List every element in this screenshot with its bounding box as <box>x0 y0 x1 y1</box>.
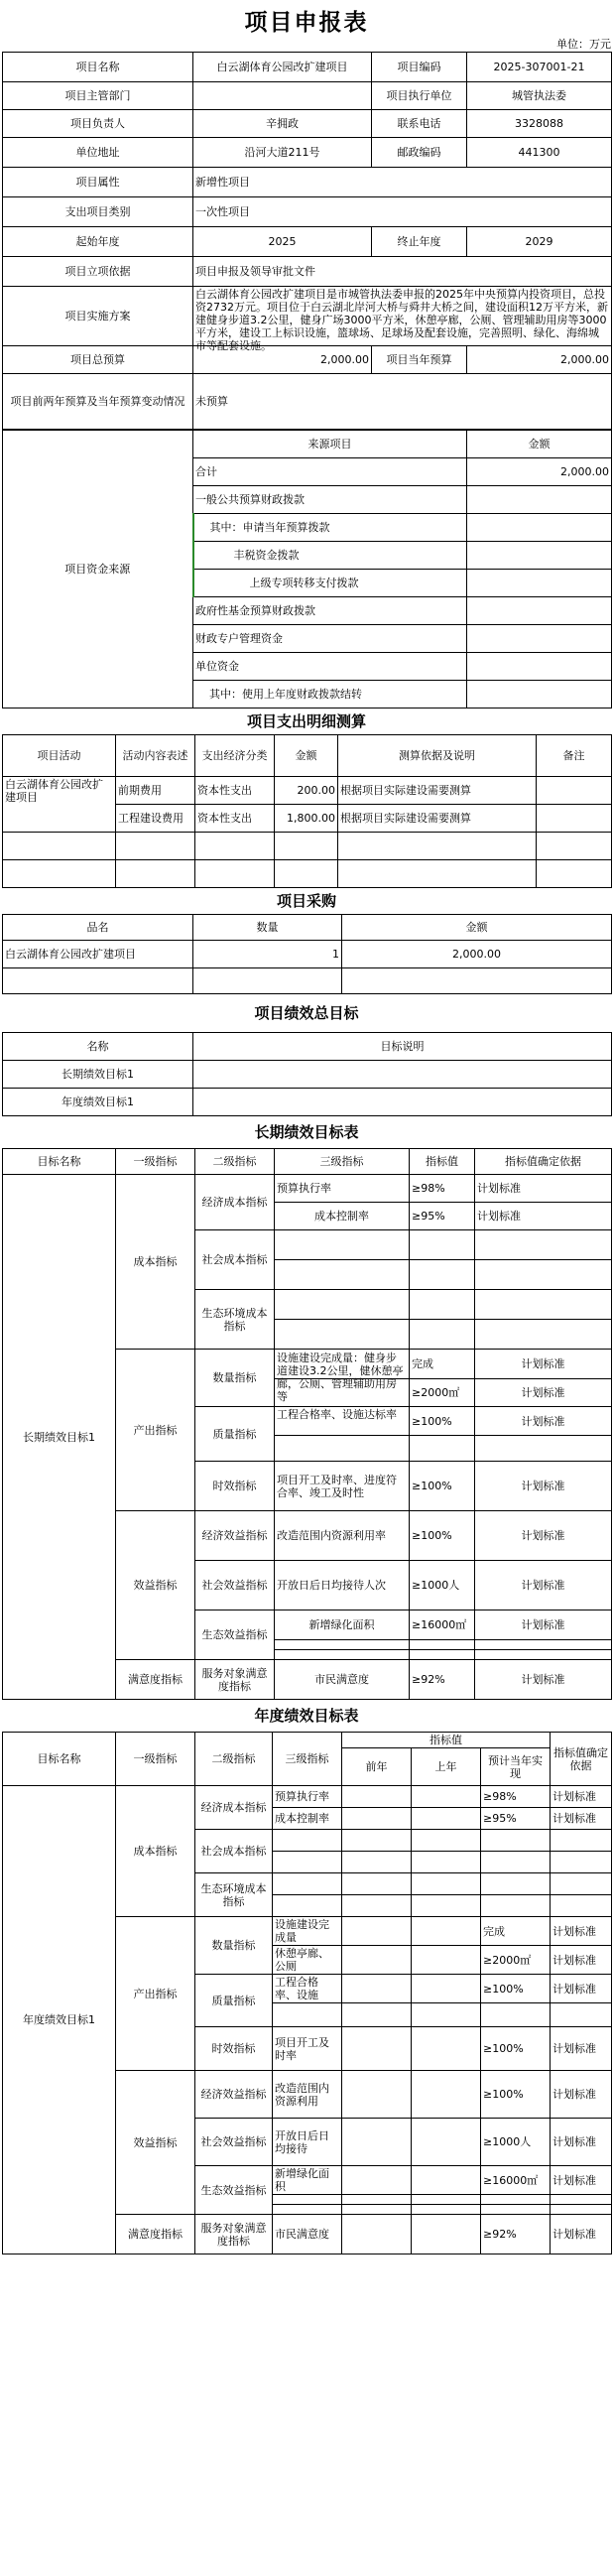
funding-amount <box>467 625 612 653</box>
an-l3: 项目开工及时率 <box>273 2027 342 2071</box>
empty-cell <box>342 2003 412 2027</box>
an-l3: 预算执行率 <box>273 1786 342 1808</box>
procurement-qty: 1 <box>193 941 342 968</box>
expense-header: 项目活动 <box>3 735 116 777</box>
expense-header: 备注 <box>537 735 612 777</box>
lt-header: 二级指标 <box>195 1149 275 1175</box>
project-name-label: 项目名称 <box>3 53 193 82</box>
empty-cell <box>481 1830 551 1852</box>
perf-overall-title: 项目绩效总目标 <box>254 1004 359 1022</box>
empty-cell <box>551 1830 612 1852</box>
lt-basis: 计划标准 <box>475 1407 612 1436</box>
funding-amount <box>467 486 612 514</box>
expense-amount: 1,800.00 <box>275 805 338 833</box>
an-header: 上年 <box>412 1748 481 1786</box>
empty-cell <box>412 1917 481 1946</box>
empty-cell <box>273 1852 342 1873</box>
lt-l1-satisfaction: 满意度指标 <box>116 1660 195 1700</box>
an-basis: 计划标准 <box>551 1975 612 2003</box>
empty-cell <box>412 2195 481 2205</box>
funding-row: 财政专户管理资金 <box>193 625 467 653</box>
basis-label: 项目立项依据 <box>3 257 193 287</box>
empty-cell <box>481 1852 551 1873</box>
empty-cell <box>412 1895 481 1917</box>
lt-l2-eco-cost: 生态环境成本指标 <box>195 1290 275 1350</box>
funding-amount <box>467 681 612 708</box>
empty-cell <box>273 1895 342 1917</box>
lt-value: ≥100% <box>410 1462 475 1511</box>
lt-l3: 成本控制率 <box>275 1203 410 1230</box>
lt-l3: 项目开工及时率、进度符合率、竣工及时性 <box>277 1473 397 1499</box>
empty-cell <box>195 833 275 860</box>
empty-cell <box>275 833 338 860</box>
empty-cell <box>273 2003 342 2027</box>
lt-l1-output: 产出指标 <box>116 1350 195 1511</box>
unit-note: 单位：万元 <box>556 38 611 51</box>
empty-cell <box>275 1320 410 1350</box>
expense-header: 活动内容表述 <box>116 735 195 777</box>
exec-unit-label: 项目执行单位 <box>372 82 467 110</box>
empty-cell <box>273 2205 342 2215</box>
perf-target-name: 年度绩效目标1 <box>3 1089 193 1116</box>
empty-cell <box>275 1650 410 1660</box>
lt-basis: 计划标准 <box>475 1561 612 1610</box>
expense-basis: 根据项目实际建设需要测算 <box>338 805 537 833</box>
empty-cell <box>275 1230 410 1260</box>
expense-note <box>537 777 612 805</box>
lt-l3: 预算执行率 <box>275 1175 410 1203</box>
an-l2-econ-cost: 经济成本指标 <box>195 1786 273 1830</box>
empty-cell <box>275 1290 410 1320</box>
expense-class: 资本性支出 <box>195 805 275 833</box>
empty-cell <box>116 833 195 860</box>
empty-cell <box>412 2071 481 2119</box>
expense-content: 前期费用 <box>116 777 195 805</box>
empty-cell <box>342 1895 412 1917</box>
empty-cell <box>116 860 195 888</box>
empty-cell <box>537 860 612 888</box>
funding-row: 政府性基金预算财政拨款 <box>193 597 467 625</box>
change-value: 未预算 <box>193 374 612 430</box>
empty-cell <box>410 1320 475 1350</box>
empty-cell <box>342 1808 412 1830</box>
expense-header: 支出经济分类 <box>195 735 275 777</box>
annual-title: 年度绩效目标表 <box>254 1707 359 1725</box>
address-label: 单位地址 <box>3 138 193 168</box>
change-label: 项目前两年预算及当年预算变动情况 <box>3 374 193 430</box>
lt-basis: 计划标准 <box>475 1175 612 1203</box>
empty-cell <box>551 2205 612 2215</box>
empty-cell <box>412 2027 481 2071</box>
empty-cell <box>195 860 275 888</box>
empty-cell <box>551 1852 612 1873</box>
category-value: 一次性项目 <box>193 197 612 227</box>
long-term-title: 长期绩效目标表 <box>254 1123 359 1141</box>
an-basis: 计划标准 <box>551 1786 612 1808</box>
lt-value: ≥95% <box>410 1203 475 1230</box>
lt-target: 长期绩效目标1 <box>3 1175 116 1700</box>
procurement-header: 数量 <box>193 915 342 941</box>
empty-cell <box>475 1290 612 1320</box>
an-l3: 成本控制率 <box>273 1808 342 1830</box>
an-l2-quantity: 数量指标 <box>195 1917 273 1975</box>
procurement-header: 品名 <box>3 915 193 941</box>
an-l2-social-benefit: 社会效益指标 <box>195 2119 273 2166</box>
lt-l3: 工程合格率、设施达标率 <box>277 1408 397 1421</box>
empty-cell <box>273 1873 342 1895</box>
procurement-table <box>2 914 612 994</box>
plan-label: 项目实施方案 <box>3 287 193 346</box>
empty-cell <box>551 2195 612 2205</box>
empty-cell <box>275 1260 410 1290</box>
an-value: 完成 <box>481 1917 551 1946</box>
page-title: 项目申报表 <box>244 10 369 36</box>
empty-cell <box>342 968 612 994</box>
an-header: 目标名称 <box>3 1733 116 1786</box>
category-label: 支出项目类别 <box>3 197 193 227</box>
empty-cell <box>481 2003 551 2027</box>
empty-cell <box>342 2027 412 2071</box>
project-code-label: 项目编码 <box>372 53 467 82</box>
an-l3: 新增绿化面积 <box>273 2166 342 2195</box>
empty-cell <box>412 1786 481 1808</box>
dept-label: 项目主管部门 <box>3 82 193 110</box>
empty-cell <box>551 1873 612 1895</box>
empty-cell <box>475 1320 612 1350</box>
funding-row: 丰税资金拨款 <box>193 542 467 570</box>
project-code: 2025-307001-21 <box>467 53 612 82</box>
perf-header: 名称 <box>3 1033 193 1061</box>
an-l2-eco-cost: 生态环境成本指标 <box>195 1873 273 1917</box>
funding-row: 一般公共预算财政拨款 <box>193 486 467 514</box>
an-header: 指标值 <box>342 1733 551 1748</box>
perf-target-name: 长期绩效目标1 <box>3 1061 193 1089</box>
an-header: 指标值确定依据 <box>551 1733 612 1786</box>
an-value: ≥98% <box>481 1786 551 1808</box>
lt-basis: 计划标准 <box>475 1511 612 1561</box>
empty-cell <box>475 1650 612 1660</box>
lt-value: ≥2000㎡ <box>410 1379 475 1407</box>
dept-value <box>193 82 372 110</box>
an-value: ≥100% <box>481 1975 551 2003</box>
year-budget: 2,000.00 <box>467 346 612 374</box>
funding-total-amount: 2,000.00 <box>467 458 612 486</box>
empty-cell <box>412 2215 481 2254</box>
lt-value: ≥1000人 <box>410 1561 475 1610</box>
an-l2-quality: 质量指标 <box>195 1975 273 2027</box>
lt-basis: 计划标准 <box>475 1610 612 1640</box>
empty-cell <box>275 1436 410 1462</box>
leader-label: 项目负责人 <box>3 110 193 138</box>
perf-target-desc <box>193 1089 612 1116</box>
an-value: ≥92% <box>481 2215 551 2254</box>
lt-basis: 计划标准 <box>475 1379 612 1407</box>
lt-header: 指标值 <box>410 1149 475 1175</box>
funding-row: 其中：申请当年预算拨款 <box>193 514 467 542</box>
an-basis: 计划标准 <box>551 2215 612 2254</box>
end-year: 2029 <box>467 227 612 257</box>
empty-cell <box>412 2166 481 2195</box>
expense-header: 测算依据及说明 <box>338 735 537 777</box>
expense-activity: 白云湖体育公园改扩建项目 <box>3 777 116 833</box>
an-l2-eco-benefit: 生态效益指标 <box>195 2166 273 2215</box>
funding-row-total: 合计 <box>193 458 467 486</box>
exec-unit: 城管执法委 <box>467 82 612 110</box>
empty-cell <box>410 1436 475 1462</box>
procurement-title: 项目采购 <box>276 892 336 910</box>
total-budget-label: 项目总预算 <box>3 346 193 374</box>
procurement-amount: 2,000.00 <box>342 941 612 968</box>
lt-l3: 市民满意度 <box>275 1660 410 1700</box>
lt-value: 完成 <box>410 1350 475 1379</box>
lt-l2-service-sat: 服务对象满意度指标 <box>195 1660 275 1700</box>
empty-cell <box>410 1650 475 1660</box>
lt-l1-benefit: 效益指标 <box>116 1511 195 1660</box>
lt-l2-econ-benefit: 经济效益指标 <box>195 1511 275 1561</box>
empty-cell <box>342 1975 412 2003</box>
postcode: 441300 <box>467 138 612 168</box>
empty-cell <box>342 2215 412 2254</box>
annual-table <box>2 1732 612 2254</box>
phone-label: 联系电话 <box>372 110 467 138</box>
funding-row: 其中：使用上年度财政拨款结转 <box>193 681 467 708</box>
lt-value: ≥100% <box>410 1407 475 1436</box>
funding-amount <box>467 597 612 625</box>
an-value: ≥95% <box>481 1808 551 1830</box>
lt-l1-cost: 成本指标 <box>116 1175 195 1350</box>
lt-basis: 计划标准 <box>475 1203 612 1230</box>
funding-amount <box>467 653 612 681</box>
an-l3: 工程合格率、设施 <box>273 1975 342 2003</box>
start-year-label: 起始年度 <box>3 227 193 257</box>
perf-header: 目标说明 <box>193 1033 612 1061</box>
empty-cell <box>475 1436 612 1462</box>
empty-cell <box>412 2119 481 2166</box>
empty-cell <box>3 833 116 860</box>
empty-cell <box>342 1946 412 1975</box>
empty-cell <box>475 1230 612 1260</box>
phone: 3328088 <box>467 110 612 138</box>
total-budget: 2,000.00 <box>193 346 372 374</box>
expense-basis: 根据项目实际建设需要测算 <box>338 777 537 805</box>
empty-cell <box>412 1830 481 1852</box>
empty-cell <box>481 2195 551 2205</box>
lt-header: 指标值确定依据 <box>475 1149 612 1175</box>
an-l1-output: 产出指标 <box>116 1917 195 2071</box>
lt-header: 一级指标 <box>116 1149 195 1175</box>
basic-info-table <box>2 52 612 430</box>
empty-cell <box>342 2195 412 2205</box>
expense-table <box>2 734 612 888</box>
funding-col-source: 来源项目 <box>193 431 467 458</box>
an-basis: 计划标准 <box>551 2027 612 2071</box>
perf-overall-table <box>2 1032 612 1116</box>
lt-value: ≥98% <box>410 1175 475 1203</box>
an-basis: 计划标准 <box>551 2071 612 2119</box>
empty-cell <box>481 2205 551 2215</box>
attr-label: 项目属性 <box>3 168 193 197</box>
lt-header: 三级指标 <box>275 1149 410 1175</box>
an-l3: 设施建设完成量 <box>273 1917 342 1946</box>
an-value: ≥1000人 <box>481 2119 551 2166</box>
an-l3: 改造范围内资源利用 <box>273 2071 342 2119</box>
empty-cell <box>410 1230 475 1260</box>
empty-cell <box>275 1640 410 1650</box>
empty-cell <box>338 860 537 888</box>
empty-cell <box>537 833 612 860</box>
lt-basis: 计划标准 <box>475 1462 612 1511</box>
expense-amount: 200.00 <box>275 777 338 805</box>
an-basis: 计划标准 <box>551 2119 612 2166</box>
postcode-label: 邮政编码 <box>372 138 467 168</box>
lt-value: ≥100% <box>410 1511 475 1561</box>
empty-cell <box>342 1786 412 1808</box>
empty-cell <box>481 1895 551 1917</box>
expense-content: 工程建设费用 <box>116 805 195 833</box>
empty-cell <box>3 860 116 888</box>
lt-l3: 新增绿化面积 <box>275 1610 410 1640</box>
an-l1-benefit: 效益指标 <box>116 2071 195 2215</box>
expense-class: 资本性支出 <box>195 777 275 805</box>
empty-cell <box>410 1260 475 1290</box>
year-budget-label: 项目当年预算 <box>372 346 467 374</box>
an-basis: 计划标准 <box>551 1808 612 1830</box>
funding-row: 上级专项转移支付拨款 <box>193 570 467 597</box>
lt-l2-eco-benefit: 生态效益指标 <box>195 1610 275 1660</box>
lt-l3: 设施建设完成量：健身步道建设3.2公里，健休憩亭廊，公厕、管理辅助用房等 <box>277 1351 404 1403</box>
lt-value: ≥92% <box>410 1660 475 1700</box>
an-l3: 市民满意度 <box>273 2215 342 2254</box>
an-l2-econ-benefit: 经济效益指标 <box>195 2071 273 2119</box>
empty-cell <box>193 968 342 994</box>
empty-cell <box>342 1852 412 1873</box>
procurement-item: 白云湖体育公园改扩建项目 <box>3 941 193 968</box>
empty-cell <box>342 2119 412 2166</box>
empty-cell <box>342 2205 412 2215</box>
funding-col-amount: 金额 <box>467 431 612 458</box>
empty-cell <box>475 1640 612 1650</box>
funding-table <box>2 430 612 708</box>
lt-l2-timeliness: 时效指标 <box>195 1462 275 1511</box>
expense-note <box>537 805 612 833</box>
perf-target-desc <box>193 1061 612 1089</box>
an-value: ≥16000㎡ <box>481 2166 551 2195</box>
empty-cell <box>410 1290 475 1320</box>
an-l1-satisfaction: 满意度指标 <box>116 2215 195 2254</box>
empty-cell <box>410 1640 475 1650</box>
an-header: 预计当年实现 <box>481 1748 551 1786</box>
an-basis: 计划标准 <box>551 1946 612 1975</box>
start-year: 2025 <box>193 227 372 257</box>
funding-amount <box>467 514 612 542</box>
funding-amount <box>467 542 612 570</box>
an-l3: 开放日后日均接待 <box>273 2119 342 2166</box>
empty-cell <box>412 1808 481 1830</box>
lt-l3: 改造范围内资源利用率 <box>275 1511 410 1561</box>
an-basis: 计划标准 <box>551 2166 612 2195</box>
an-header: 一级指标 <box>116 1733 195 1786</box>
expense-header: 金额 <box>275 735 338 777</box>
address: 沿河大道211号 <box>193 138 372 168</box>
lt-value: ≥16000㎡ <box>410 1610 475 1640</box>
empty-cell <box>3 968 193 994</box>
empty-cell <box>412 1852 481 1873</box>
an-l2-service-sat: 服务对象满意度指标 <box>195 2215 273 2254</box>
empty-cell <box>412 2205 481 2215</box>
lt-l3: 开放日后日均接待人次 <box>275 1561 410 1610</box>
an-header: 二级指标 <box>195 1733 273 1786</box>
lt-basis: 计划标准 <box>475 1350 612 1379</box>
empty-cell <box>275 860 338 888</box>
lt-l2-quantity: 数量指标 <box>195 1350 275 1407</box>
end-year-label: 终止年度 <box>372 227 467 257</box>
an-value: ≥2000㎡ <box>481 1946 551 1975</box>
an-l1-cost: 成本指标 <box>116 1786 195 1917</box>
an-l2-timeliness: 时效指标 <box>195 2027 273 2071</box>
an-value: ≥100% <box>481 2071 551 2119</box>
expense-title: 项目支出明细测算 <box>246 712 366 730</box>
an-basis: 计划标准 <box>551 1917 612 1946</box>
project-name: 白云湖体育公园改扩建项目 <box>193 53 372 82</box>
funding-row: 单位资金 <box>193 653 467 681</box>
an-target: 年度绩效目标1 <box>3 1786 116 2254</box>
empty-cell <box>342 1830 412 1852</box>
an-header: 三级指标 <box>273 1733 342 1786</box>
empty-cell <box>273 2195 342 2205</box>
empty-cell <box>481 1873 551 1895</box>
empty-cell <box>412 1873 481 1895</box>
empty-cell <box>273 1830 342 1852</box>
empty-cell <box>342 1873 412 1895</box>
an-l2-social-cost: 社会成本指标 <box>195 1830 273 1873</box>
lt-l2-social-cost: 社会成本指标 <box>195 1230 275 1290</box>
lt-basis: 计划标准 <box>475 1660 612 1700</box>
empty-cell <box>338 833 537 860</box>
plan-text: 白云湖体育公园改扩建项目是市城管执法委申报的2025年中央预算内投资项目，总投资2732万元。项目位于白云湖北岸河大桥与舜井大桥之间，建设面积12万平方米，新建健身步道3.2公里，健身广场3000平方米，休憩亭廊，公厕、管理辅助用房等3000平方米，建设工上标识设施，篮球场、足球场及配套设施，完善照明、绿化、海绵城市等配套设施。 <box>195 288 608 352</box>
empty-cell <box>551 1895 612 1917</box>
empty-cell <box>342 1917 412 1946</box>
lt-header: 目标名称 <box>3 1149 116 1175</box>
procurement-header: 金额 <box>342 915 612 941</box>
an-value: ≥100% <box>481 2027 551 2071</box>
basis-value: 项目申报及领导审批文件 <box>193 257 612 287</box>
funding-amount <box>467 570 612 597</box>
empty-cell <box>475 1260 612 1290</box>
empty-cell <box>412 1975 481 2003</box>
empty-cell <box>412 1946 481 1975</box>
empty-cell <box>342 2071 412 2119</box>
long-term-table <box>2 1148 612 1700</box>
empty-cell <box>551 2003 612 2027</box>
lt-l2-econ-cost: 经济成本指标 <box>195 1175 275 1230</box>
an-l3: 休憩亭廊、公厕 <box>273 1946 342 1975</box>
lt-l2-social-benefit: 社会效益指标 <box>195 1561 275 1610</box>
attr-value: 新增性项目 <box>193 168 612 197</box>
funding-label: 项目资金来源 <box>3 431 193 708</box>
empty-cell <box>412 2003 481 2027</box>
leader: 辛拥政 <box>193 110 372 138</box>
empty-cell <box>342 2166 412 2195</box>
lt-l2-quality: 质量指标 <box>195 1407 275 1462</box>
an-header: 前年 <box>342 1748 412 1786</box>
